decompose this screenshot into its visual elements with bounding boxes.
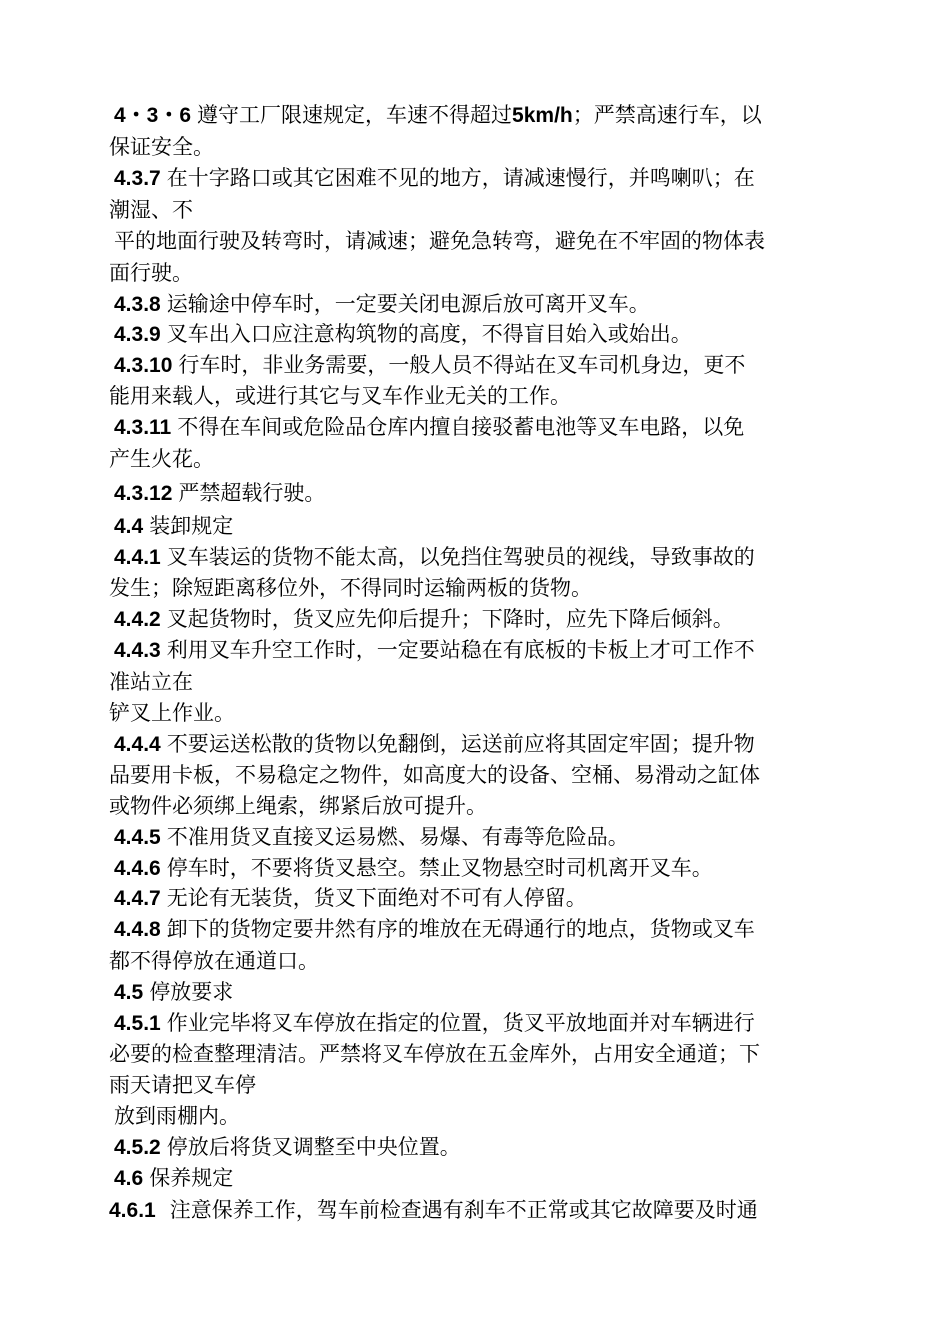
clause-text: 叉起货物时，货叉应先仰后提升；下降时，应先下降后倾斜。	[166, 607, 734, 631]
clause-number: 4.3.7	[114, 167, 161, 190]
line-text: 发生；除短距离移位外，不得同时运输两板的货物。	[109, 576, 592, 600]
clause-text: 叉车出入口应注意构筑物的高度，不得盲目始入或始出。	[166, 322, 692, 346]
section-title: 停放要求	[149, 980, 234, 1004]
clause-number: 4.3.9	[114, 323, 161, 346]
section-4-4	[114, 514, 849, 539]
clause-number: 4.4.1	[114, 546, 161, 569]
line-text: 面行驶。	[109, 261, 193, 285]
text-line	[109, 670, 844, 694]
clause-4-4-7	[114, 886, 849, 911]
clause-number: 4.3.12	[114, 482, 173, 505]
clause-text: 卸下的货物定要井然有序的堆放在无碍通行的地点，货物或叉车	[166, 917, 755, 941]
clause-text: 停车时，不要将货叉悬空。禁止叉物悬空时司机离开叉车。	[166, 856, 713, 880]
clause-text: 作业完毕将叉车停放在指定的位置，货叉平放地面并对车辆进行	[166, 1011, 755, 1035]
text-line	[109, 261, 844, 285]
text-line	[109, 701, 844, 725]
clause-text: 利用叉车升空工作时，一定要站稳在有底板的卡板上才可工作不	[166, 638, 755, 662]
clause-number: 4.4.6	[114, 857, 161, 880]
line-text: 品要用卡板，不易稳定之物件，如高度大的设备、空桶、易滑动之缸体	[109, 763, 760, 787]
clause-number: 4.3.11	[114, 416, 172, 439]
section-title: 保养规定	[149, 1166, 234, 1190]
clause-4-3-11	[114, 415, 849, 440]
clause-4-6-1	[109, 1198, 844, 1223]
line-text: 必要的检查整理清洁。严禁将叉车停放在五金库外，占用安全通道；下	[109, 1042, 760, 1066]
clause-text: 在十字路口或其它困难不见的地方，请减速慢行，并鸣喇叭；在	[166, 166, 755, 190]
clause-text: 不准用货叉直接叉运易燃、易爆、有毒等危险品。	[166, 825, 629, 849]
clause-4-4-5	[114, 825, 849, 850]
clause-4-5-2	[114, 1135, 849, 1160]
clause-number: 4.4.3	[114, 639, 161, 662]
text-line	[109, 763, 844, 787]
text-line	[109, 576, 844, 600]
text-line	[109, 794, 844, 818]
clause-number: 4.5.1	[114, 1012, 161, 1035]
clause-number: 4.4.5	[114, 826, 161, 849]
clause-number: 4.4.4	[114, 733, 161, 756]
clause-text: 行车时，非业务需要，一般人员不得站在叉车司机身边，更不	[178, 353, 746, 377]
line-text: 潮湿、不	[109, 198, 193, 222]
clause-4-3-7	[114, 166, 849, 191]
line-text: 都不得停放在通道口。	[109, 949, 319, 973]
clause-4-3-6	[114, 103, 849, 128]
clause-text: 不得在车间或危险品仓库内擅自接驳蓄电池等叉车电路，以免	[177, 415, 745, 439]
line-text: 雨天请把叉车停	[109, 1073, 256, 1097]
speed-limit: 5km/h	[512, 104, 573, 127]
clause-number: 4.5.2	[114, 1136, 161, 1159]
clause-text: 停放后将货叉调整至中央位置。	[166, 1135, 461, 1159]
clause-4-3-12	[114, 481, 849, 506]
line-text: 平的地面行驶及转弯时，请减速；避免急转弯，避免在不牢固的物体表	[114, 229, 765, 253]
clause-4-5-1	[114, 1011, 849, 1036]
clause-number: 4・3・6	[114, 104, 192, 127]
line-text: 铲叉上作业。	[109, 701, 235, 725]
clause-number: 4.4.2	[114, 608, 161, 631]
section-4-6	[114, 1166, 849, 1191]
clause-4-4-3	[114, 638, 849, 663]
text-line	[109, 447, 844, 471]
clause-text-cont: ；严禁高速行车，以	[572, 103, 762, 127]
clause-number: 4.4.7	[114, 887, 161, 910]
clause-4-4-8	[114, 917, 849, 942]
line-text: 保证安全。	[109, 135, 214, 159]
line-text: 放到雨棚内。	[114, 1104, 240, 1128]
clause-text: 注意保养工作，驾车前检查遇有刹车不正常或其它故障要及时通	[169, 1198, 758, 1222]
section-number: 4.5	[114, 981, 144, 1004]
text-line	[109, 1042, 844, 1066]
clause-number: 4.4.8	[114, 918, 161, 941]
text-line	[114, 229, 849, 253]
text-line	[109, 384, 844, 408]
section-number: 4.4	[114, 515, 144, 538]
line-text: 准站立在	[109, 670, 193, 694]
clause-text: 叉车装运的货物不能太高，以免挡住驾驶员的视线，导致事故的	[166, 545, 755, 569]
clause-4-4-4	[114, 732, 849, 757]
section-number: 4.6	[114, 1167, 144, 1190]
text-line	[114, 1104, 849, 1128]
text-line	[109, 949, 844, 973]
text-line	[109, 135, 844, 159]
line-text: 或物件必须绑上绳索，绑紧后放可提升。	[109, 794, 487, 818]
clause-text: 严禁超载行驶。	[178, 481, 326, 505]
clause-4-4-6	[114, 856, 849, 881]
clause-text: 无论有无装货，货叉下面绝对不可有人停留。	[166, 886, 587, 910]
section-title: 装卸规定	[149, 514, 234, 538]
clause-4-3-9	[114, 322, 849, 347]
line-text: 产生火花。	[109, 447, 214, 471]
clause-text: 不要运送松散的货物以免翻倒，运送前应将其固定牢固；提升物	[166, 732, 755, 756]
text-line	[109, 198, 844, 222]
clause-text: 遵守工厂限速规定，车速不得超过	[197, 103, 513, 127]
line-text: 能用来载人，或进行其它与叉车作业无关的工作。	[109, 384, 571, 408]
clause-4-3-10	[114, 353, 849, 378]
text-line	[109, 1073, 844, 1097]
clause-text: 运输途中停车时，一定要关闭电源后放可离开叉车。	[166, 292, 650, 316]
clause-number: 4.3.8	[114, 293, 161, 316]
clause-number: 4.6.1	[109, 1199, 156, 1222]
clause-number: 4.3.10	[114, 354, 173, 377]
clause-4-3-8	[114, 292, 849, 317]
clause-4-4-1	[114, 545, 849, 570]
clause-4-4-2	[114, 607, 849, 632]
section-4-5	[114, 980, 849, 1005]
